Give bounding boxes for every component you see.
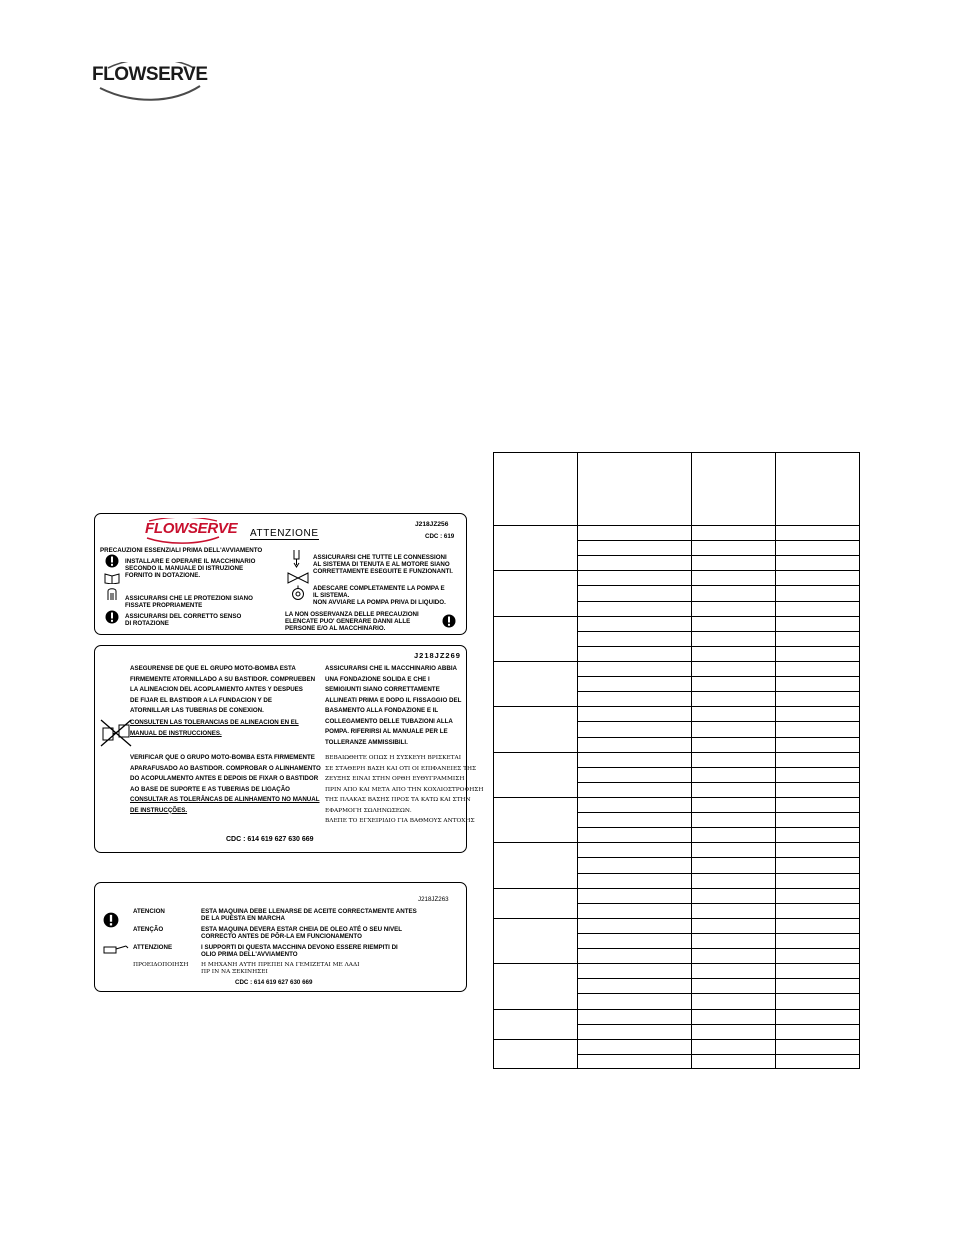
logo-wordmark: FLOWSERVE — [92, 64, 208, 85]
label-heading: PRECAUZIONI ESSENZIALI PRIMA DELL'AVVIAMENTO — [100, 547, 263, 554]
oil-term-es: ATENCION — [133, 908, 165, 915]
oil-can-icon — [102, 944, 130, 954]
empty-data-table — [493, 452, 860, 1069]
label-code: J218JZ269 — [414, 651, 461, 660]
label-code: J218JZ256 — [415, 521, 449, 528]
oil-term-gr: ΠΡΟΕΙΔΟΠΟΙΗΣΗ — [133, 962, 189, 968]
warning-label-attenzione — [94, 513, 467, 635]
item-install: INSTALLARE E OPERARE IL MACCHINARIO SECONDO IL MANUALE DI ISTRUZIONE FORNITO IN DOTAZIONE. — [125, 558, 256, 579]
pump-icon — [291, 585, 305, 601]
label-title: ATTENZIONE — [250, 528, 319, 539]
pt-text: VERIFICAR QUE O GRUPO MOTO-BOMBA ESTA FIRMEMENTE APARAFUSADO AO BASTIDOR. COMPROBAR O ALINHAMENTO DO ACOPULAMENTO ANTES E DEPOIS DE FIXAR O BASTIDOR AO BASE DE SUPORTE E AS TUBERIAS DE LIGAÇÃO — [130, 754, 321, 793]
warning-footer: LA NON OSSERVANZA DELLE PRECAUZIONI ELENCATE PUO' GENERARE DANNI ALLE PERSONE E/O AL MACCHINARIO. — [285, 611, 419, 632]
table-border — [494, 453, 860, 1069]
brand-swoosh-icon — [143, 518, 223, 544]
warning-label-oil — [94, 882, 467, 992]
item-prime: ADESCARE COMPLETAMENTE LA POMPA E IL SISTEMA. NON AVVIARE LA POMPA PRIVA DI LIQUIDO. — [313, 585, 446, 606]
guard-icon — [106, 587, 118, 601]
item-connections: ASSICURARSI CHE TUTTE LE CONNESSIONI AL SISTEMA DI TENUTA E AL MOTORE SIANO CORRETTAMENTE ESEGUITE E FUNZIONANTI. — [313, 554, 453, 575]
exclamation-icon — [103, 912, 119, 928]
oil-text-pt: ESTA MAQUINA DEVERA ESTAR CHEIA DE OLEO ATÉ O SEU NIVEL CORRECTO ANTES DE PÔR-LA EM FUNCIONAMENTO — [201, 926, 402, 940]
label-cdc: CDC : 614 619 627 630 669 — [235, 979, 313, 986]
item-guards: ASSICURARSI CHE LE PROTEZIONI SIANO FISSATE PROPRIAMENTE — [125, 595, 253, 609]
oil-text-gr: Η ΜΗΧΑΝΗ ΑΥΤΗ ΠΡΕΠΕΙ ΝΑ ΓΕΜΙΖΕΤΑΙ ΜΕ ΛΑΔΙ ΠΡ ΙΝ ΝΑ ΞΕΚΙΝΗΣΕΙ — [201, 962, 360, 975]
label-brand: FLOWSERVE — [145, 520, 238, 537]
oil-text-it: I SUPPORTI DI QUESTA MACCHINA DEVONO ESSERE RIEMPITI DI OLIO PRIMA DELL'AVVIAMENTO — [201, 944, 398, 958]
es-text: ASEGURENSE DE QUE EL GRUPO MOTO-BOMBA ESTA FIRMEMENTE ATORNILLADO A SU BASTIDOR. COMPRUEBEN LA ALINEACION DEL ACOPLAMIENTO ANTES Y DESPUES DE FIJAR EL BASTIDOR A LA FUNDACION Y DE ATORNILLAR LAS TUBERIAS DE CONEXION. — [130, 665, 316, 714]
connection-icon — [291, 549, 303, 569]
exclamation-icon — [105, 610, 119, 624]
label-code: J218JZ263 — [418, 896, 449, 903]
warning-label-alignment — [94, 645, 484, 853]
exclamation-icon — [442, 614, 456, 628]
misaligned-coupling-icon — [100, 718, 132, 748]
oil-term-pt: ATENÇÃO — [133, 926, 164, 933]
oil-term-it: ATTENZIONE — [133, 944, 173, 951]
gr-text: ΒΕΒΑΙΩΘΗΤΕ ΟΠΩΣ Η ΣΥΣΚΕΥΗ ΒΡΙΣΚΕΤΑΙ ΣΕ ΣΤΑΘΕΡΗ ΒΑΣΗ ΚΑΙ ΟΤΙ ΟΙ ΕΠΙΦΑΝΕΙΕΣ ΤΗΣ ΖΕΥΞΗΣ ΕΙΝΑΙ ΣΤΗΝ ΟΡΘΗ ΕΥΘΥΓΡΑΜΜΙΣΗ ΠΡΙΝ ΑΠΟ ΚΑΙ ΜΕΤΑ ΑΠΟ ΤΗΝ ΚΟΧΛΙΟΣΤΡΟΦΗΣΗ ΤΗΣ ΠΛΑΚΑΣ ΒΑΣΗΣ ΠΡΟΣ ΤΑ ΚΑΤΩ ΚΑΙ ΣΤΗΝ ΕΦΑΡΜΟΓΗ ΣΩΛΗΝΩΣΕΩΝ. ΒΛΕΠΕ ΤΟ ΕΓΧΕΙΡΙΔΙΟ ΓΙΑ ΒΑΘΜΟΥΣ ΑΝΤΟΧΗΣ — [325, 755, 484, 824]
it-text: ASSICURARSI CHE IL MACCHINARIO ABBIA UNA FONDAZIONE SOLIDA E CHE I SEMIGIUNTI SIANO CORRETTAMENTE ALLINEATI PRIMA E DOPO IL FISSAGGIO DEL BASAMENTO ALLA FONDAZIONE E IL COLLEGAMENTO DELLE TUBAZIONI ALLA POMPA. RIFERIRSI AL MANUALE PER LE TOLLERANZE AMMISSIBILI. — [325, 665, 462, 746]
es-manual-reference: CONSULTEN LAS TOLERANCIAS DE ALINEACION EN EL MANUAL DE INSTRUCCIONES. — [130, 719, 299, 737]
exclamation-icon — [105, 554, 119, 568]
pt-manual-reference: CONSULTAR AS TOLERÂNCAS DE ALINHAMENTO NO MANUAL DE INSTRUCÇÕES. — [130, 796, 320, 814]
oil-text-es: ESTA MAQUINA DEBE LLENARSE DE ACEITE CORRECTAMENTE ANTES DE LA PUESTA EN MARCHA — [201, 908, 417, 922]
label-cdc: CDC : 619 — [425, 533, 455, 540]
valve-icon — [287, 572, 309, 584]
label-cdc: CDC : 614 619 627 630 669 — [226, 836, 314, 843]
manual-book-icon — [104, 572, 120, 584]
item-rotation: ASSICURARSI DEL CORRETTO SENSO DI ROTAZIONE — [125, 613, 242, 627]
